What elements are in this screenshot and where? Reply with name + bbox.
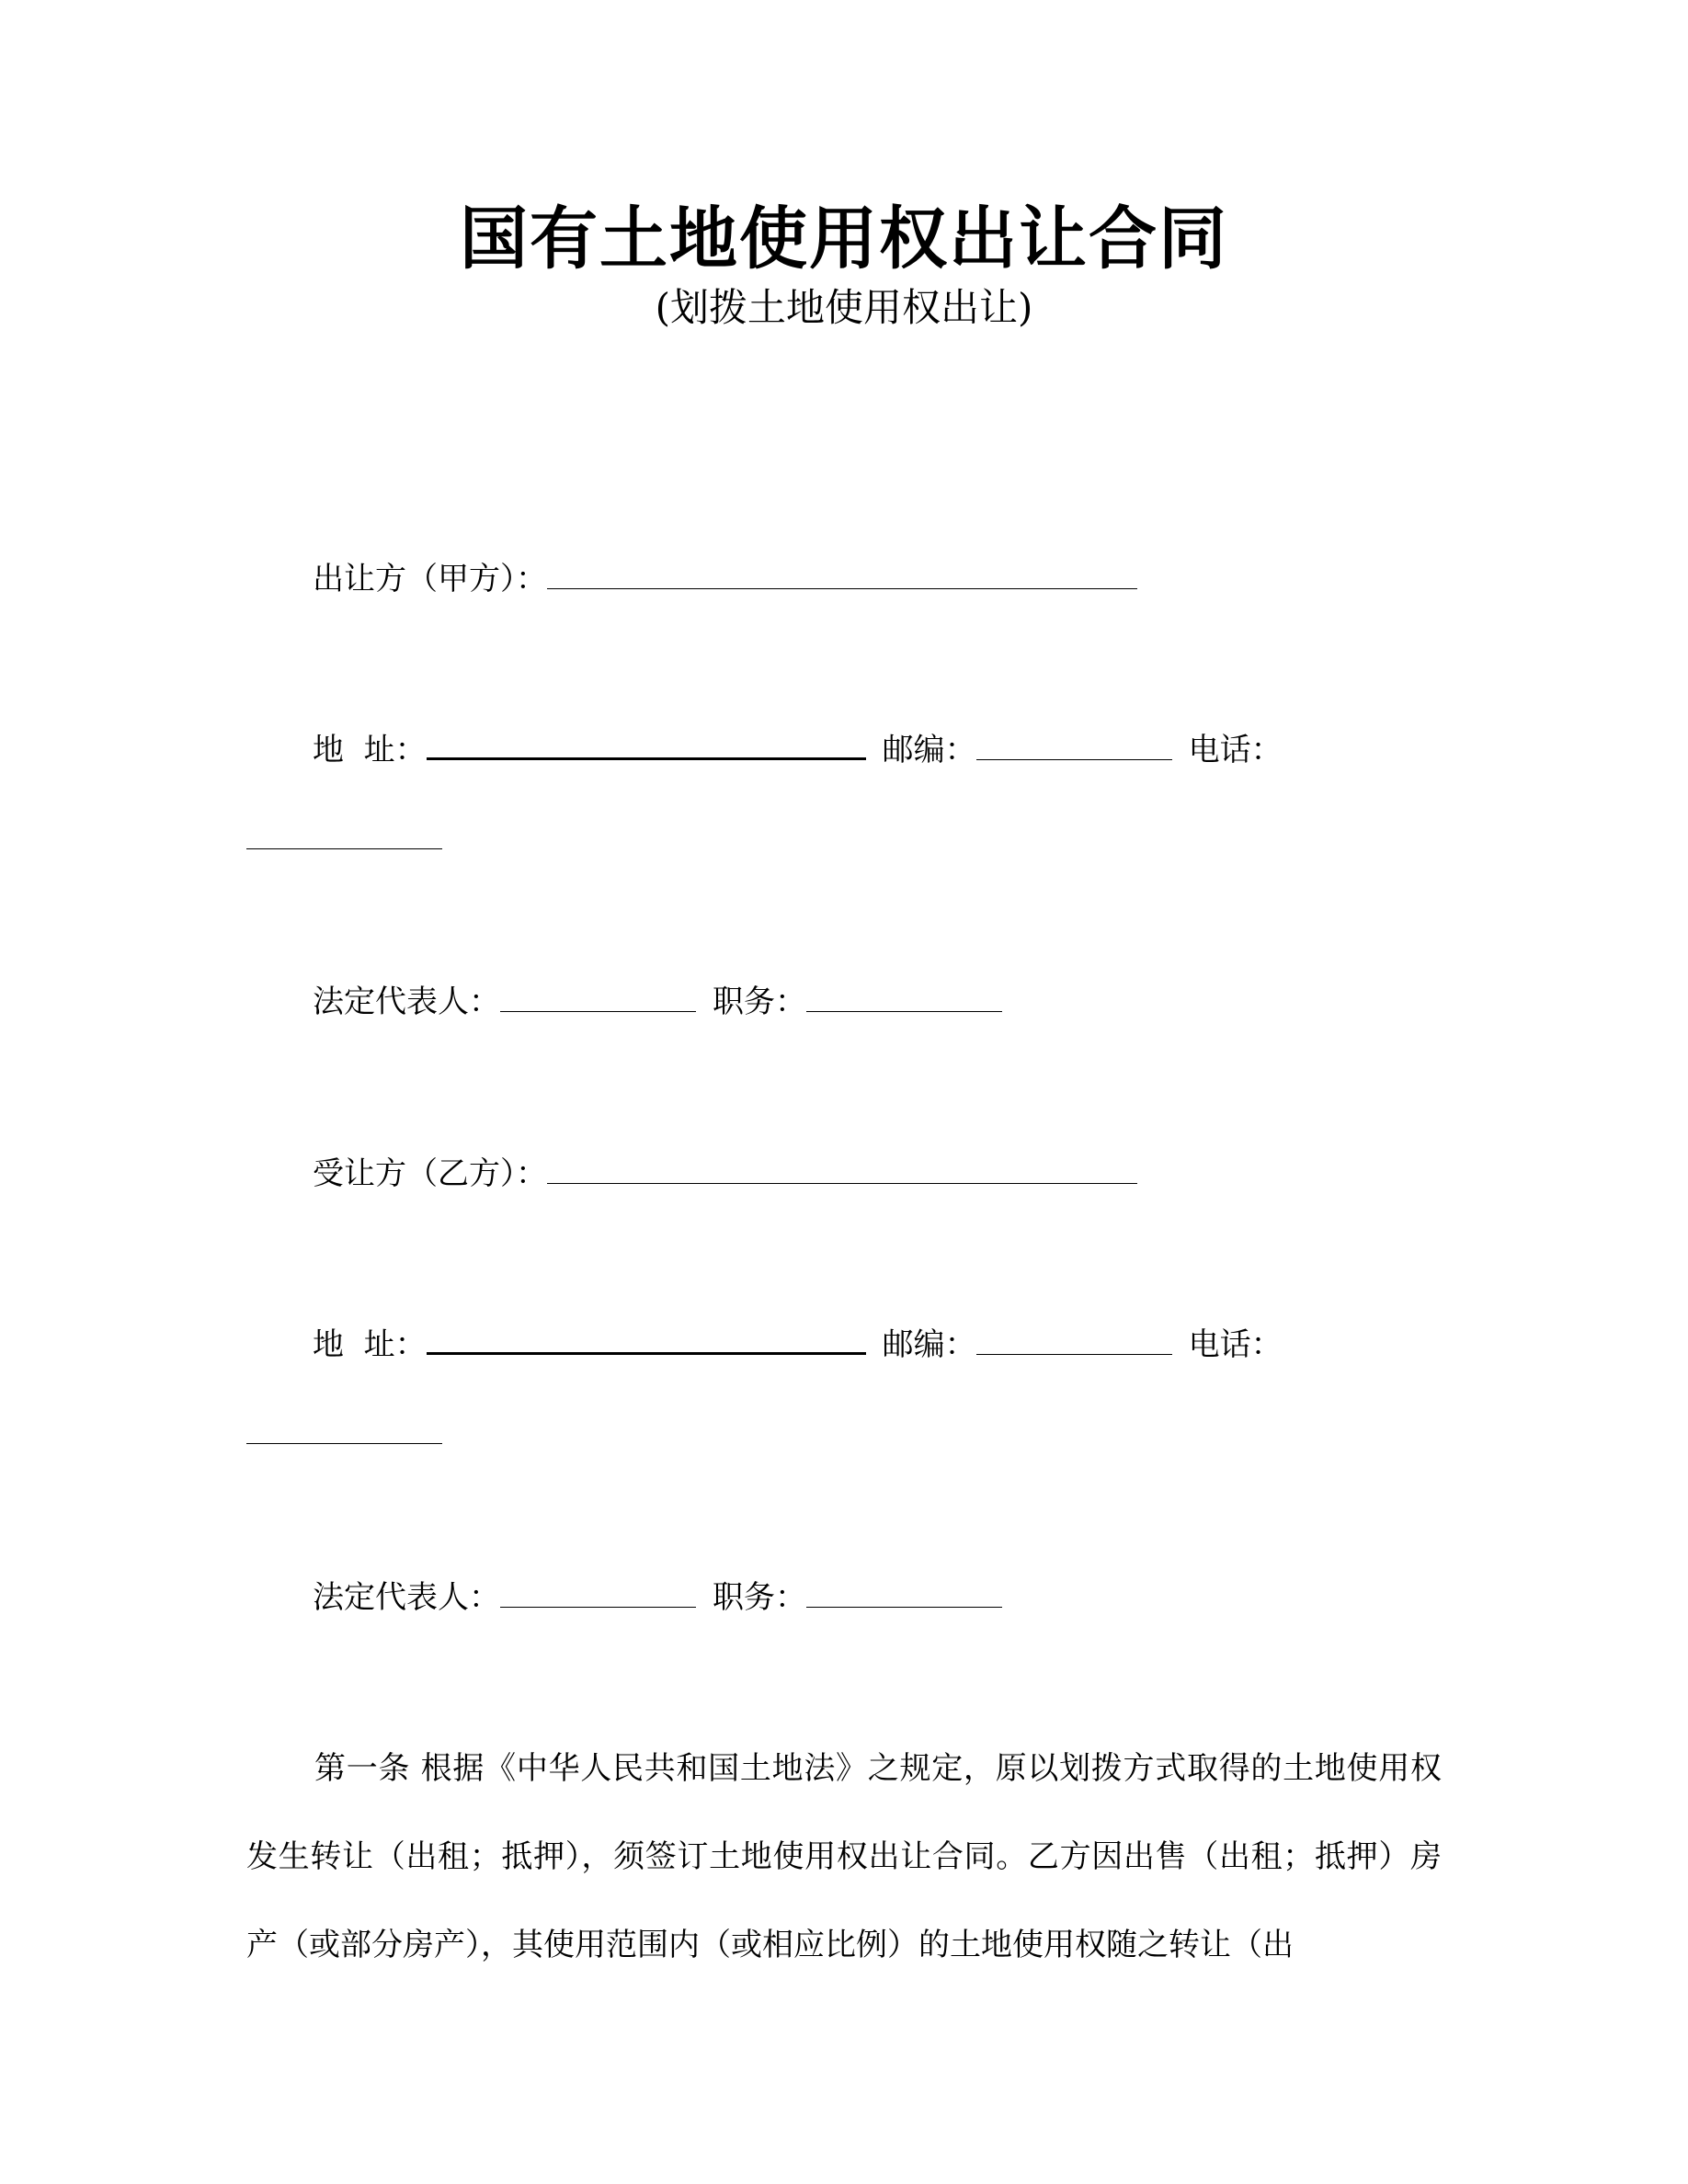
party-b-position-field[interactable] bbox=[806, 1575, 1002, 1608]
party-b-rep-line bbox=[313, 1575, 1002, 1621]
party-b-position-label: 职务： bbox=[713, 1579, 806, 1616]
party-a-postcode-label: 邮编： bbox=[882, 732, 976, 768]
party-b-rep-field[interactable] bbox=[500, 1575, 696, 1608]
party-b-postcode-field[interactable] bbox=[976, 1323, 1172, 1355]
party-a-rep-field[interactable] bbox=[500, 980, 696, 1012]
party-b-address-field[interactable] bbox=[427, 1321, 866, 1355]
party-a-position-label: 职务： bbox=[713, 984, 806, 1020]
party-a-line bbox=[313, 556, 1137, 602]
party-a-rep-line bbox=[313, 979, 1002, 1025]
party-a-phone-label: 电话： bbox=[1188, 732, 1283, 768]
party-a-name-field[interactable] bbox=[547, 557, 1137, 589]
party-a-phone-field[interactable] bbox=[246, 847, 442, 849]
party-a-label: 出让方（甲方）： bbox=[313, 561, 547, 597]
party-b-name-field[interactable] bbox=[547, 1152, 1137, 1184]
document-subtitle: (划拨土地使用权出让) bbox=[655, 285, 1033, 330]
document-title: 国有土地使用权出让合同 bbox=[460, 199, 1228, 279]
party-b-address-label: 地 址： bbox=[313, 1326, 427, 1363]
party-a-postcode-field[interactable] bbox=[976, 728, 1172, 760]
party-b-line bbox=[313, 1151, 1137, 1197]
party-b-address-line bbox=[313, 1321, 1283, 1368]
party-b-postcode-label: 邮编： bbox=[882, 1326, 976, 1363]
party-a-rep-label: 法定代表人： bbox=[313, 984, 500, 1020]
article-1-paragraph: 第一条 根据《中华人民共和国土地法》之规定，原以划拨方式取得的土地使用权发生转让（出租；抵押），须签订土地使用权出让合同。乙方因出售（出租；抵押）房产（或部分房产），其使用范围内（或相应比例）的土地使用权随之转让（出 bbox=[246, 1750, 1442, 1963]
party-b-phone-label: 电话： bbox=[1188, 1326, 1283, 1363]
party-a-address-line bbox=[313, 726, 1283, 773]
party-a-address-label: 地 址： bbox=[313, 732, 427, 768]
party-b-phone-field[interactable] bbox=[246, 1441, 442, 1444]
party-b-label: 受让方（乙方）： bbox=[313, 1155, 547, 1192]
party-a-position-field[interactable] bbox=[806, 980, 1002, 1012]
party-b-rep-label: 法定代表人： bbox=[313, 1579, 500, 1616]
party-a-address-field[interactable] bbox=[427, 726, 866, 760]
